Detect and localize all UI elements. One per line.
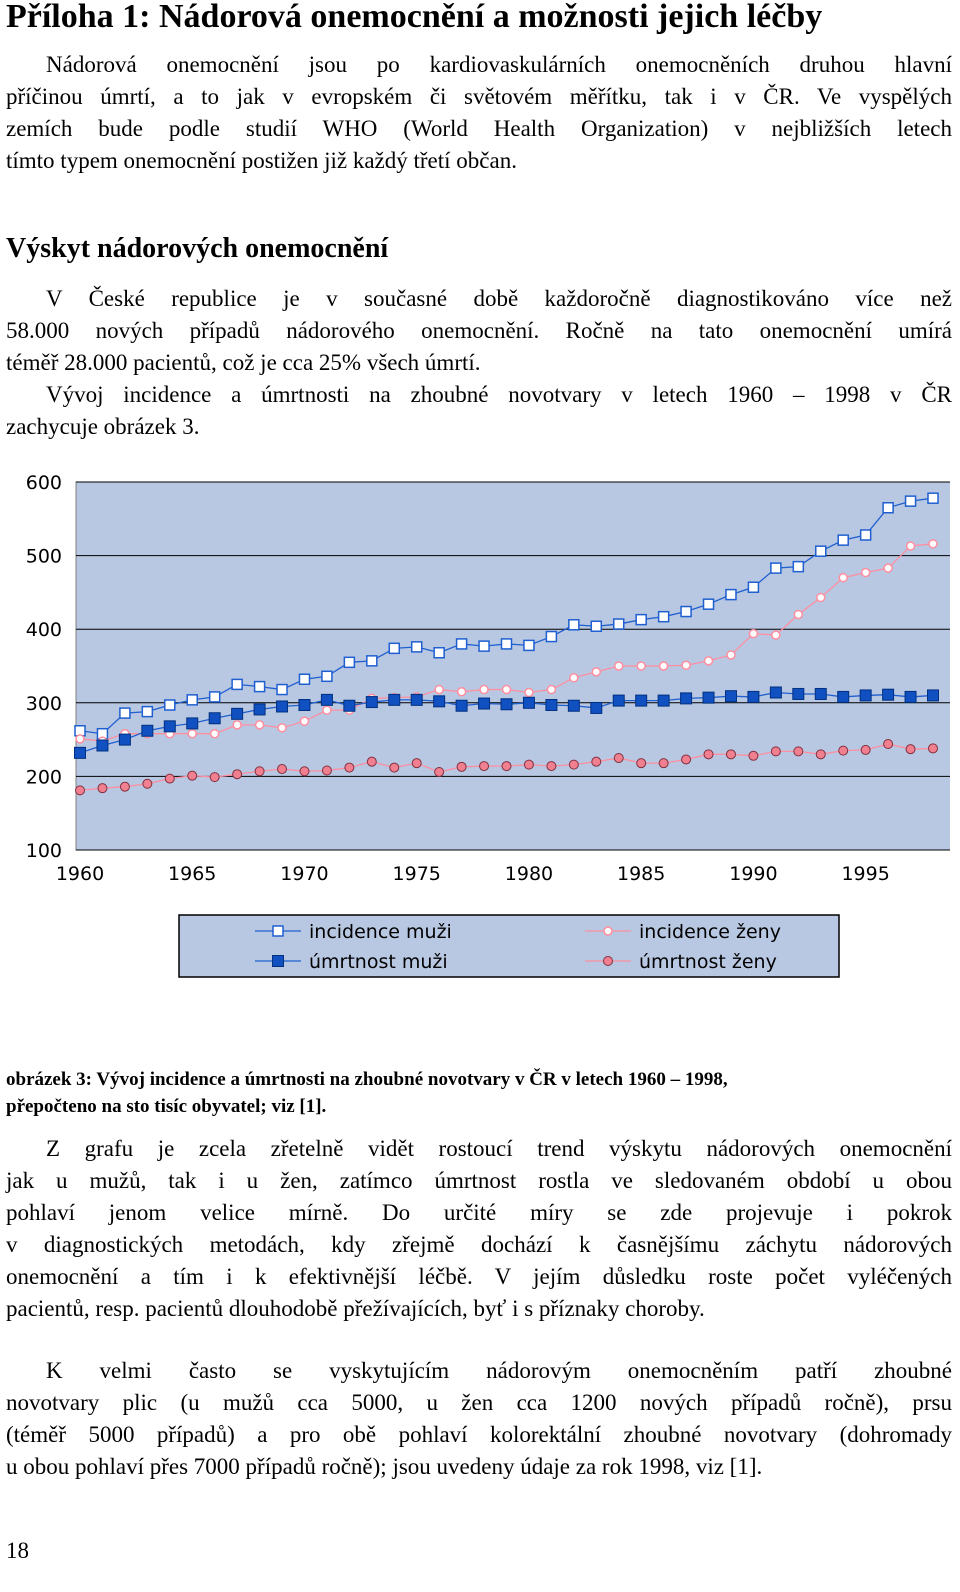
legend-label: úmrtnost ženy bbox=[639, 951, 777, 973]
data-point bbox=[187, 718, 198, 729]
data-point bbox=[277, 701, 288, 712]
plot-area bbox=[76, 482, 950, 850]
data-point bbox=[233, 721, 241, 729]
legend-marker bbox=[273, 956, 284, 967]
x-tick-label: 1995 bbox=[841, 863, 890, 885]
data-point bbox=[569, 620, 579, 630]
data-point bbox=[367, 757, 376, 766]
data-point bbox=[321, 694, 332, 705]
data-point bbox=[704, 750, 713, 759]
data-point bbox=[479, 641, 489, 651]
data-point bbox=[636, 695, 647, 706]
data-point bbox=[839, 746, 848, 755]
data-point bbox=[592, 668, 600, 676]
data-point bbox=[905, 691, 916, 702]
text-line: v diagnostických metodách, kdy zřejmě dochází k časnějšímu záchytu nádorových bbox=[6, 1232, 952, 1257]
data-point bbox=[232, 708, 243, 719]
x-tick-label: 1970 bbox=[280, 863, 329, 885]
data-point bbox=[165, 774, 174, 783]
data-point bbox=[883, 503, 893, 513]
data-point bbox=[705, 657, 713, 665]
data-point bbox=[815, 688, 826, 699]
data-point bbox=[210, 773, 219, 782]
data-point bbox=[591, 621, 601, 631]
data-point bbox=[592, 757, 601, 766]
data-point bbox=[591, 702, 602, 713]
data-point bbox=[76, 786, 85, 795]
data-point bbox=[188, 771, 197, 780]
text-line: Vývoj incidence a úmrtnosti na zhoubné novotvary v letech 1960 – 1998 v ČR bbox=[46, 382, 952, 407]
data-point bbox=[142, 707, 152, 717]
data-point bbox=[457, 639, 467, 649]
data-point bbox=[748, 691, 759, 702]
data-point bbox=[771, 563, 781, 573]
data-point bbox=[839, 574, 847, 582]
intro-paragraph bbox=[6, 49, 952, 177]
data-point bbox=[546, 632, 556, 642]
data-point bbox=[928, 690, 939, 701]
data-point bbox=[503, 686, 511, 694]
text-line: novotvary plic (u mužů cca 5000, u žen cca 1200 nových případů ročně), prsu bbox=[6, 1390, 952, 1415]
text-line: onemocnění a tím i k efektivnější léčbě. V jejím důsledku roste počet vyléčených bbox=[6, 1264, 952, 1289]
data-point bbox=[120, 782, 129, 791]
data-point bbox=[232, 679, 242, 689]
legend-marker bbox=[273, 926, 283, 936]
data-point bbox=[120, 708, 130, 718]
data-point bbox=[323, 706, 331, 714]
data-point bbox=[928, 493, 938, 503]
data-point bbox=[255, 682, 265, 692]
data-point bbox=[119, 734, 130, 745]
text-line: (téměř 5000 případů) a pro obě pohlaví kolorektální zhoubné novotvary (dohromady bbox=[6, 1422, 952, 1447]
data-point bbox=[187, 695, 197, 705]
data-point bbox=[817, 594, 825, 602]
data-point bbox=[164, 721, 175, 732]
legend-marker bbox=[604, 957, 613, 966]
data-point bbox=[389, 694, 400, 705]
data-point bbox=[524, 760, 533, 769]
data-point bbox=[143, 779, 152, 788]
data-point bbox=[501, 699, 512, 710]
cancer-types-paragraph bbox=[6, 1355, 952, 1483]
data-point bbox=[278, 765, 287, 774]
caption-line: obrázek 3: Vývoj incidence a úmrtnosti na zhoubné novotvary v ČR v letech 1960 – 1998, bbox=[6, 1069, 728, 1090]
data-point bbox=[860, 690, 871, 701]
data-point bbox=[862, 569, 870, 577]
data-point bbox=[794, 747, 803, 756]
data-point bbox=[726, 750, 735, 759]
text-line: téměř 28.000 pacientů, což je cca 25% všech úmrtí. bbox=[6, 350, 481, 375]
data-point bbox=[480, 686, 488, 694]
data-point bbox=[525, 688, 533, 696]
text-line: Nádorová onemocnění jsou po kardiovaskulárních onemocněních druhou hlavní bbox=[46, 52, 952, 77]
y-tick-label: 600 bbox=[25, 472, 62, 494]
text-line: zemích bude podle studií WHO (World Health Organization) v nejbližších letech bbox=[6, 116, 952, 141]
data-point bbox=[770, 687, 781, 698]
data-point bbox=[411, 694, 422, 705]
y-tick-label: 200 bbox=[25, 766, 62, 789]
data-point bbox=[725, 691, 736, 702]
data-point bbox=[345, 763, 354, 772]
text-line: V České republice je v současné době každoročně diagnostikováno více než bbox=[46, 286, 952, 311]
data-point bbox=[142, 725, 153, 736]
data-point bbox=[458, 688, 466, 696]
y-axis-ticks bbox=[26, 472, 62, 862]
x-axis-ticks bbox=[56, 863, 890, 885]
data-point bbox=[794, 610, 802, 618]
data-point bbox=[98, 784, 107, 793]
y-tick-label: 500 bbox=[25, 545, 62, 568]
x-tick-label: 1975 bbox=[392, 863, 441, 885]
data-point bbox=[861, 745, 870, 754]
data-point bbox=[435, 767, 444, 776]
text-line: K velmi často se vyskytujícím nádorovým onemocněním patří zhoubné bbox=[46, 1358, 952, 1383]
data-point bbox=[884, 740, 893, 749]
data-point bbox=[681, 693, 692, 704]
data-point bbox=[816, 750, 825, 759]
data-point bbox=[299, 674, 309, 684]
caption-line: přepočteno na sto tisíc obyvatel; viz [1]. bbox=[6, 1096, 327, 1117]
data-point bbox=[412, 759, 421, 768]
data-point bbox=[390, 763, 399, 772]
data-point bbox=[613, 695, 624, 706]
data-point bbox=[278, 724, 286, 732]
incidence-mortality-chart bbox=[20, 462, 950, 1007]
data-point bbox=[793, 562, 803, 572]
data-point bbox=[344, 700, 355, 711]
y-tick-label: 300 bbox=[25, 692, 62, 715]
data-point bbox=[660, 662, 668, 670]
data-point bbox=[367, 656, 377, 666]
data-point bbox=[929, 540, 937, 548]
data-point bbox=[479, 698, 490, 709]
x-tick-label: 1965 bbox=[168, 863, 217, 885]
data-point bbox=[704, 599, 714, 609]
data-point bbox=[749, 751, 758, 760]
text-line: 58.000 nových případů nádorového onemocnění. Ročně na tato onemocnění umírá bbox=[6, 318, 952, 343]
legend-label: incidence ženy bbox=[639, 921, 781, 943]
data-point bbox=[816, 546, 826, 556]
data-point bbox=[277, 685, 287, 695]
data-point bbox=[547, 686, 555, 694]
data-point bbox=[546, 700, 557, 711]
data-point bbox=[929, 744, 938, 753]
y-tick-label: 100 bbox=[25, 840, 62, 862]
legend-marker bbox=[604, 927, 612, 935]
text-line: pacientů, resp. pacientů dlouhodobě přežívajících, byť i s příznaky choroby. bbox=[6, 1296, 705, 1321]
data-point bbox=[614, 754, 623, 763]
data-point bbox=[703, 692, 714, 703]
data-point bbox=[322, 671, 332, 681]
data-point bbox=[344, 657, 354, 667]
data-point bbox=[838, 691, 849, 702]
data-point bbox=[569, 760, 578, 769]
data-point bbox=[907, 542, 915, 550]
data-point bbox=[659, 612, 669, 622]
page-heading: Příloha 1: Nádorová onemocnění a možnosti jejich léčby bbox=[6, 0, 823, 35]
data-point bbox=[233, 770, 242, 779]
data-point bbox=[434, 648, 444, 658]
data-point bbox=[255, 767, 264, 776]
data-point bbox=[568, 700, 579, 711]
data-point bbox=[637, 759, 646, 768]
text-line: u obou pohlaví přes 7000 případů ročně); jsou uvedeny údaje za rok 1998, viz [1]. bbox=[6, 1454, 763, 1479]
text-line: zachycuje obrázek 3. bbox=[6, 414, 200, 439]
data-point bbox=[547, 762, 556, 771]
data-point bbox=[457, 762, 466, 771]
text-line: Z grafu je zcela zřetelně vidět rostoucí trend výskytu nádorových onemocnění bbox=[46, 1136, 952, 1161]
legend-label: incidence muži bbox=[309, 921, 452, 943]
text-line: tímto typem onemocnění postižen již každý třetí občan. bbox=[6, 148, 517, 173]
text-line: jak u mužů, tak i u žen, zatímco úmrtnost rostla ve sledovaném období u obou bbox=[6, 1168, 952, 1193]
text-line: příčinou úmrtí, a to jak v evropském či světovém měřítku, tak i v ČR. Ve vyspělých bbox=[6, 84, 952, 109]
data-point bbox=[456, 700, 467, 711]
data-point bbox=[209, 713, 220, 724]
data-point bbox=[211, 730, 219, 738]
data-point bbox=[97, 740, 108, 751]
data-point bbox=[300, 717, 308, 725]
data-point bbox=[524, 640, 534, 650]
data-point bbox=[748, 582, 758, 592]
data-point bbox=[861, 530, 871, 540]
data-point bbox=[570, 674, 578, 682]
data-point bbox=[480, 762, 489, 771]
data-point bbox=[682, 661, 690, 669]
figure-caption bbox=[6, 1066, 952, 1120]
x-tick-label: 1960 bbox=[55, 863, 105, 885]
data-point bbox=[906, 496, 916, 506]
data-point bbox=[299, 700, 310, 711]
x-tick-label: 1990 bbox=[729, 863, 778, 885]
data-point bbox=[615, 662, 623, 670]
data-point bbox=[76, 735, 84, 743]
data-point bbox=[906, 745, 915, 754]
data-point bbox=[659, 759, 668, 768]
data-point bbox=[322, 766, 331, 775]
text-line: pohlaví jenom velice mírně. Do určité míry se zde projevuje i pokrok bbox=[6, 1200, 952, 1225]
data-point bbox=[188, 730, 196, 738]
data-point bbox=[366, 697, 377, 708]
data-point bbox=[165, 700, 175, 710]
data-point bbox=[256, 721, 264, 729]
data-point bbox=[838, 535, 848, 545]
legend-label: úmrtnost muži bbox=[309, 951, 448, 973]
x-tick-label: 1980 bbox=[504, 863, 554, 885]
data-point bbox=[434, 696, 445, 707]
section-paragraph bbox=[6, 283, 952, 443]
data-point bbox=[726, 590, 736, 600]
data-point bbox=[793, 688, 804, 699]
data-point bbox=[727, 651, 735, 659]
discussion-paragraph bbox=[6, 1133, 952, 1325]
data-point bbox=[75, 747, 86, 758]
y-tick-label: 400 bbox=[25, 619, 62, 642]
data-point bbox=[389, 643, 399, 653]
data-point bbox=[412, 642, 422, 652]
data-point bbox=[614, 619, 624, 629]
data-point bbox=[523, 697, 534, 708]
data-point bbox=[681, 607, 691, 617]
data-point bbox=[210, 692, 220, 702]
data-point bbox=[254, 704, 265, 715]
data-point bbox=[502, 639, 512, 649]
section-heading: Výskyt nádorových onemocnění bbox=[6, 233, 389, 264]
data-point bbox=[749, 630, 757, 638]
data-point bbox=[637, 662, 645, 670]
data-point bbox=[883, 689, 894, 700]
data-point bbox=[658, 695, 669, 706]
data-point bbox=[772, 631, 780, 639]
data-point bbox=[502, 762, 511, 771]
data-point bbox=[884, 564, 892, 572]
data-point bbox=[435, 686, 443, 694]
page-number: 18 bbox=[6, 1538, 29, 1563]
x-tick-label: 1985 bbox=[617, 863, 666, 885]
data-point bbox=[636, 615, 646, 625]
data-point bbox=[771, 747, 780, 756]
data-point bbox=[682, 755, 691, 764]
data-point bbox=[300, 767, 309, 776]
